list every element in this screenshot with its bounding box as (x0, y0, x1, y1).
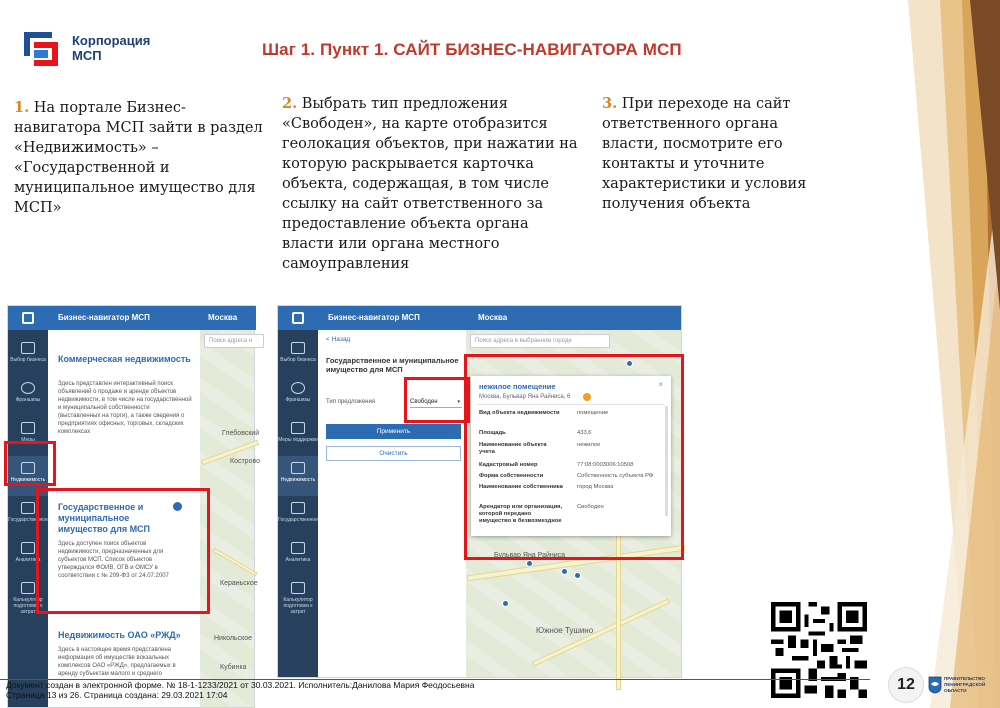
map-search-input[interactable]: Поиск адреса в выбранном городе (470, 334, 610, 348)
chart-icon (21, 542, 35, 554)
document-stamp-line-1: Документ создан в электронной форме. № 18-1-1233/2021 от 30.03.2021. Исполнитель:Данилова Мария Феодосьевна (6, 680, 475, 690)
app-menu-icon[interactable] (292, 312, 304, 324)
highlight-state-property-card (36, 488, 210, 614)
card-commercial-text: Здесь представлен интерактивный поиск объявлений о продаже и аренде объектов недвижимости, в том числе на государственной и муниципальной собственности (выставленных на торги), а также сведения о предприятиях офисных, торговых, складских комплексах (58, 381, 192, 435)
step-3 (602, 94, 817, 214)
apply-button[interactable]: Применить (326, 424, 461, 439)
map-pin[interactable] (574, 572, 581, 579)
card-commercial-title[interactable]: Коммерческая недвижимость (58, 354, 191, 364)
decorative-stripes (850, 0, 1000, 708)
map-label: Южное Тушино (536, 626, 594, 635)
clock-icon (21, 382, 35, 394)
map-label: Никольское (214, 635, 253, 642)
nav-item-analytics[interactable]: Аналитика (278, 536, 318, 576)
chart-icon (291, 542, 305, 554)
map-road (212, 548, 257, 576)
nav-item-realty[interactable]: Недвижимость (278, 456, 318, 496)
object-card-popup: нежилое помещение Москва, Бульвар Яна Райниса, 6 × Вид объекта недвижимости помещение Площадь 433,6 Наименование объекта учета нежилое Кадастровый номер 77:08:0003006:10508 Форма собственности Собственность субъекта РФ Наименование собственника город Москва Арендатор или организация, которой передано имущество в безвозмездное Свободен (471, 376, 671, 536)
step-text: Выбрать тип предложения «Свободен», на карте отобразится геолокация объектов, при нажатии на которую раскрывается карточка объекта, содержащая, в том числе ссылку на сайт ответственного за предоставление объекта органа власти или органа местного самоуправления (282, 96, 578, 272)
highlight-realty-nav (4, 441, 56, 486)
map-label: Кубинка (220, 664, 247, 671)
app-topbar (278, 306, 681, 330)
government-logo-text: ПРАВИТЕЛЬСТВО ЛЕНИНГРАДСКОЙ ОБЛАСТИ (944, 676, 986, 693)
app-menu-icon[interactable] (22, 312, 34, 324)
nav-item-calculator[interactable]: Калькулятор подготовки к затрат (278, 576, 318, 616)
logo-text: Корпорация МСП (72, 33, 151, 63)
close-icon[interactable]: × (658, 380, 663, 389)
people-icon (291, 422, 305, 434)
step-text: На портале Бизнес-навигатора МСП зайти в раздел «Недвижимость» – «Государственной и муниципальное имущество для МСП» (14, 100, 263, 216)
nav-item-support[interactable]: Меры (8, 416, 48, 456)
nav-item-business[interactable]: Выбор бизнеса (8, 336, 48, 376)
back-link[interactable]: < Назад (326, 336, 351, 343)
step-text: При переходе на сайт ответственного органа власти, посмотрите его контакты и уточните характеристики и условия получения объекта (602, 96, 807, 212)
document-stamp-line-2: Страница 13 из 26. Страница создана: 29.03.2021 17:04 (6, 690, 228, 700)
city-selector[interactable]: Москва (208, 313, 238, 322)
object-card-title[interactable]: нежилое помещение (479, 382, 556, 391)
building-icon (291, 462, 305, 474)
nav-item-calculator[interactable]: Калькулятор подготовки к затрат (8, 576, 48, 616)
nav-item-analytics[interactable]: Аналитика (8, 536, 48, 576)
calculator-icon (21, 582, 35, 594)
city-selector[interactable]: Москва (478, 313, 508, 322)
filter-panel-title: Государственное и муниципальное имущество для МСП (326, 356, 459, 374)
nav-item-franchise[interactable]: Франшизы (8, 376, 48, 416)
chevron-down-icon: ▾ (457, 399, 460, 405)
columns-icon (21, 502, 35, 514)
briefcase-icon (291, 342, 305, 354)
map-label: Кострово (230, 458, 260, 465)
map-pin[interactable] (526, 560, 533, 567)
map-search-input[interactable]: Поиск адреса н (204, 334, 264, 348)
app-topbar (8, 306, 256, 330)
clear-button[interactable]: Очистить (326, 446, 461, 461)
offer-type-label: Тип предложения (326, 399, 376, 405)
side-navigation (278, 330, 318, 677)
coat-of-arms-icon (928, 676, 942, 694)
nav-item-realty[interactable]: Недвижимость (8, 456, 48, 496)
map-label: Глебовский (222, 430, 260, 437)
nav-item-support[interactable]: Меры поддержки (278, 416, 318, 456)
nav-item-government[interactable]: Государственное (278, 496, 318, 536)
step-number: 2. (282, 95, 298, 112)
step-number: 1. (14, 99, 30, 116)
calculator-icon (291, 582, 305, 594)
app-brand: Бизнес-навигатор МСП (328, 313, 420, 322)
card-rzd-title[interactable]: Недвижимость ОАО «РЖД» (58, 630, 181, 640)
nav-item-business[interactable]: Выбор бизнеса (278, 336, 318, 376)
step-number: 3. (602, 95, 618, 112)
screenshot-state-property-map (277, 305, 682, 678)
qr-code (767, 598, 871, 702)
screenshot-realty-section (7, 305, 260, 708)
highlight-offer-type (404, 377, 470, 423)
clock-icon (291, 382, 305, 394)
nav-item-government[interactable]: Государственное (8, 496, 48, 536)
briefcase-icon (21, 342, 35, 354)
nav-item-franchise[interactable]: Франшизы (278, 376, 318, 416)
card-state-property-title[interactable]: Государственное и муниципальное имущество для МСП (58, 502, 151, 534)
map-label: Кераньское (220, 580, 258, 587)
offer-type-select[interactable]: Свободен ▾ (410, 396, 462, 408)
map-pin[interactable] (502, 600, 509, 607)
page-number: 12 (888, 667, 924, 703)
people-icon (21, 422, 35, 434)
highlight-object-card (464, 354, 684, 560)
columns-icon (291, 502, 305, 514)
card-state-property-text: Здесь доступен поиск объектов недвижимости, предназначенных для субъектов МСП. Список объектов утверждался ФОИВ, ОГВ и ОМСУ в соответствии с № 209-ФЗ от 24.07.2007 (58, 541, 169, 579)
map-pin[interactable] (561, 568, 568, 575)
app-brand: Бизнес-навигатор МСП (58, 313, 150, 322)
map-label: Бульвар Яна Райниса (494, 552, 566, 559)
page-title: Шаг 1. Пункт 1. САЙТ БИЗНЕС-НАВИГАТОРА МСП (262, 40, 682, 59)
object-card-address: Москва, Бульвар Яна Райниса, 6 (479, 394, 571, 400)
step-1 (14, 98, 264, 218)
step-2 (282, 94, 582, 274)
card-rzd-text: Здесь в настоящее время представлена информация об имуществе вокзальных комплексов ОАО «РЖД», предлагаемых в аренду субъектам малого и среднего (58, 647, 176, 677)
